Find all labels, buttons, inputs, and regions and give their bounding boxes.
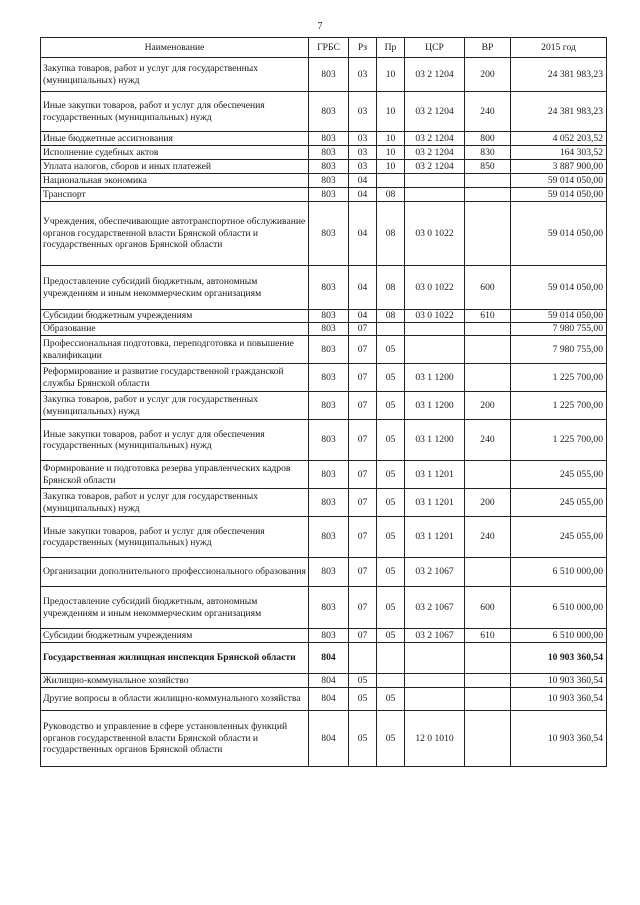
- cell-rz: 03: [349, 146, 377, 160]
- cell-pr: 10: [377, 58, 405, 92]
- cell-vr: 200: [465, 489, 511, 517]
- cell-name: Руководство и управление в сфере установленных функций органов государственной власти Брянской области и государственных органов Брянской области: [41, 711, 309, 767]
- cell-amount: 59 014 050,00: [511, 266, 607, 310]
- cell-amount: 164 303,52: [511, 146, 607, 160]
- table-row: [41, 323, 607, 336]
- cell-rz: 07: [349, 587, 377, 629]
- table-row: [41, 146, 607, 160]
- cell-amount: 59 014 050,00: [511, 174, 607, 188]
- cell-grbs: 803: [309, 146, 349, 160]
- cell-pr: 05: [377, 461, 405, 489]
- cell-pr: 05: [377, 489, 405, 517]
- cell-rz: 07: [349, 336, 377, 364]
- table-row: [41, 489, 607, 517]
- cell-grbs: 804: [309, 711, 349, 767]
- cell-vr: [465, 688, 511, 711]
- header-row: [41, 38, 607, 58]
- cell-csr: 03 1 1201: [405, 489, 465, 517]
- cell-vr: [465, 674, 511, 688]
- cell-rz: 07: [349, 364, 377, 392]
- cell-csr: 03 1 1201: [405, 461, 465, 489]
- cell-csr: [405, 188, 465, 202]
- cell-amount: 10 903 360,54: [511, 688, 607, 711]
- cell-amount: 24 381 983,23: [511, 92, 607, 132]
- cell-pr: [377, 174, 405, 188]
- cell-grbs: 803: [309, 92, 349, 132]
- cell-name: Иные закупки товаров, работ и услуг для обеспечения государственных (муниципальных) нужд: [41, 420, 309, 461]
- cell-pr: 10: [377, 160, 405, 174]
- cell-pr: [377, 643, 405, 674]
- table-row: [41, 517, 607, 558]
- cell-amount: 7 980 755,00: [511, 336, 607, 364]
- cell-grbs: 803: [309, 558, 349, 587]
- cell-csr: 03 2 1204: [405, 92, 465, 132]
- cell-rz: 04: [349, 266, 377, 310]
- cell-rz: 07: [349, 558, 377, 587]
- cell-amount: 59 014 050,00: [511, 310, 607, 323]
- table-row: [41, 202, 607, 266]
- table-row: [41, 364, 607, 392]
- cell-amount: 245 055,00: [511, 489, 607, 517]
- cell-rz: 04: [349, 174, 377, 188]
- cell-grbs: 803: [309, 188, 349, 202]
- table-row: [41, 587, 607, 629]
- cell-vr: 610: [465, 629, 511, 643]
- cell-csr: 03 1 1200: [405, 392, 465, 420]
- cell-amount: 6 510 000,00: [511, 587, 607, 629]
- cell-amount: 10 903 360,54: [511, 643, 607, 674]
- cell-rz: 04: [349, 202, 377, 266]
- cell-vr: 240: [465, 92, 511, 132]
- cell-csr: [405, 674, 465, 688]
- cell-name: Закупка товаров, работ и услуг для государственных (муниципальных) нужд: [41, 58, 309, 92]
- header-pr: Пр: [377, 38, 405, 58]
- cell-name: Другие вопросы в области жилищно-коммунального хозяйства: [41, 688, 309, 711]
- cell-vr: [465, 461, 511, 489]
- cell-vr: 200: [465, 392, 511, 420]
- cell-name: Предоставление субсидий бюджетным, автономным учреждениям и иным некоммерческим организациям: [41, 266, 309, 310]
- cell-rz: 07: [349, 323, 377, 336]
- cell-name: Государственная жилищная инспекция Брянской области: [41, 643, 309, 674]
- cell-vr: [465, 336, 511, 364]
- cell-csr: [405, 174, 465, 188]
- cell-csr: 12 0 1010: [405, 711, 465, 767]
- cell-pr: 08: [377, 310, 405, 323]
- cell-grbs: 803: [309, 266, 349, 310]
- table-row: [41, 174, 607, 188]
- cell-vr: 830: [465, 146, 511, 160]
- cell-rz: 04: [349, 188, 377, 202]
- cell-grbs: 803: [309, 420, 349, 461]
- cell-csr: 03 2 1204: [405, 132, 465, 146]
- cell-amount: 1 225 700,00: [511, 364, 607, 392]
- table-row: [41, 688, 607, 711]
- cell-grbs: 803: [309, 336, 349, 364]
- table-row: [41, 336, 607, 364]
- cell-name: Закупка товаров, работ и услуг для государственных (муниципальных) нужд: [41, 489, 309, 517]
- cell-csr: 03 1 1200: [405, 364, 465, 392]
- cell-name: Субсидии бюджетным учреждениям: [41, 629, 309, 643]
- cell-grbs: 803: [309, 202, 349, 266]
- cell-csr: 03 2 1204: [405, 58, 465, 92]
- cell-rz: 03: [349, 160, 377, 174]
- cell-csr: [405, 323, 465, 336]
- cell-name: Формирование и подготовка резерва управленческих кадров Брянской области: [41, 461, 309, 489]
- cell-vr: 600: [465, 266, 511, 310]
- table-body: [41, 58, 607, 767]
- cell-name: Образование: [41, 323, 309, 336]
- cell-name: Иные бюджетные ассигнования: [41, 132, 309, 146]
- cell-rz: 05: [349, 711, 377, 767]
- table-row: [41, 674, 607, 688]
- cell-pr: 10: [377, 132, 405, 146]
- cell-pr: [377, 323, 405, 336]
- cell-name: Закупка товаров, работ и услуг для государственных (муниципальных) нужд: [41, 392, 309, 420]
- cell-vr: 240: [465, 420, 511, 461]
- cell-amount: 1 225 700,00: [511, 420, 607, 461]
- cell-vr: [465, 558, 511, 587]
- cell-csr: 03 0 1022: [405, 266, 465, 310]
- cell-amount: 245 055,00: [511, 461, 607, 489]
- header-name: Наименование: [41, 38, 309, 58]
- header-year: 2015 год: [511, 38, 607, 58]
- cell-pr: 08: [377, 188, 405, 202]
- cell-rz: 04: [349, 310, 377, 323]
- table-row: [41, 58, 607, 92]
- cell-pr: [377, 674, 405, 688]
- cell-rz: 03: [349, 58, 377, 92]
- cell-name: Реформирование и развитие государственной гражданской службы Брянской области: [41, 364, 309, 392]
- cell-vr: [465, 711, 511, 767]
- cell-rz: 07: [349, 629, 377, 643]
- cell-vr: 600: [465, 587, 511, 629]
- cell-name: Иные закупки товаров, работ и услуг для обеспечения государственных (муниципальных) нужд: [41, 517, 309, 558]
- cell-name: Жилищно-коммунальное хозяйство: [41, 674, 309, 688]
- cell-grbs: 803: [309, 160, 349, 174]
- cell-grbs: 804: [309, 688, 349, 711]
- table-row: [41, 629, 607, 643]
- cell-rz: [349, 643, 377, 674]
- cell-csr: 03 2 1204: [405, 146, 465, 160]
- cell-amount: 59 014 050,00: [511, 188, 607, 202]
- cell-name: Учреждения, обеспечивающие автотранспортное обслуживание органов государственной власти Брянской области и государственных органов Брянской области: [41, 202, 309, 266]
- table-row: [41, 160, 607, 174]
- cell-amount: 6 510 000,00: [511, 629, 607, 643]
- cell-rz: 07: [349, 420, 377, 461]
- cell-pr: 05: [377, 558, 405, 587]
- cell-grbs: 804: [309, 674, 349, 688]
- cell-csr: [405, 688, 465, 711]
- cell-amount: 7 980 755,00: [511, 323, 607, 336]
- cell-vr: [465, 364, 511, 392]
- cell-pr: 05: [377, 336, 405, 364]
- cell-pr: 05: [377, 629, 405, 643]
- cell-amount: 10 903 360,54: [511, 674, 607, 688]
- cell-name: Уплата налогов, сборов и иных платежей: [41, 160, 309, 174]
- cell-name: Исполнение судебных актов: [41, 146, 309, 160]
- table-row: [41, 643, 607, 674]
- cell-csr: 03 2 1067: [405, 629, 465, 643]
- cell-grbs: 803: [309, 461, 349, 489]
- cell-name: Национальная экономика: [41, 174, 309, 188]
- cell-vr: [465, 643, 511, 674]
- cell-grbs: 803: [309, 364, 349, 392]
- cell-grbs: 803: [309, 174, 349, 188]
- cell-amount: 6 510 000,00: [511, 558, 607, 587]
- cell-pr: 08: [377, 202, 405, 266]
- cell-csr: [405, 643, 465, 674]
- cell-amount: 245 055,00: [511, 517, 607, 558]
- cell-grbs: 803: [309, 517, 349, 558]
- cell-pr: 05: [377, 364, 405, 392]
- cell-csr: 03 2 1204: [405, 160, 465, 174]
- table-row: [41, 711, 607, 767]
- table-row: [41, 558, 607, 587]
- cell-pr: 05: [377, 587, 405, 629]
- cell-csr: 03 1 1200: [405, 420, 465, 461]
- cell-vr: 240: [465, 517, 511, 558]
- cell-name: Организации дополнительного профессионального образования: [41, 558, 309, 587]
- cell-grbs: 803: [309, 629, 349, 643]
- cell-rz: 05: [349, 688, 377, 711]
- table-row: [41, 188, 607, 202]
- cell-grbs: 803: [309, 392, 349, 420]
- cell-amount: 4 052 203,52: [511, 132, 607, 146]
- cell-amount: 24 381 983,23: [511, 58, 607, 92]
- cell-amount: 1 225 700,00: [511, 392, 607, 420]
- table-row: [41, 310, 607, 323]
- header-grbs: ГРБС: [309, 38, 349, 58]
- cell-rz: 07: [349, 517, 377, 558]
- cell-grbs: 804: [309, 643, 349, 674]
- cell-rz: 07: [349, 392, 377, 420]
- cell-pr: 10: [377, 92, 405, 132]
- cell-rz: 05: [349, 674, 377, 688]
- cell-pr: 05: [377, 688, 405, 711]
- cell-vr: 800: [465, 132, 511, 146]
- cell-vr: 200: [465, 58, 511, 92]
- cell-vr: [465, 188, 511, 202]
- cell-rz: 07: [349, 461, 377, 489]
- header-csr: ЦСР: [405, 38, 465, 58]
- cell-grbs: 803: [309, 587, 349, 629]
- cell-csr: [405, 336, 465, 364]
- cell-grbs: 803: [309, 323, 349, 336]
- cell-rz: 03: [349, 132, 377, 146]
- table-row: [41, 132, 607, 146]
- cell-grbs: 803: [309, 310, 349, 323]
- header-rz: Рз: [349, 38, 377, 58]
- cell-name: Транспорт: [41, 188, 309, 202]
- cell-pr: 08: [377, 266, 405, 310]
- cell-vr: 850: [465, 160, 511, 174]
- cell-amount: 10 903 360,54: [511, 711, 607, 767]
- cell-amount: 3 887 900,00: [511, 160, 607, 174]
- cell-name: Субсидии бюджетным учреждениям: [41, 310, 309, 323]
- cell-grbs: 803: [309, 58, 349, 92]
- cell-vr: [465, 174, 511, 188]
- cell-grbs: 803: [309, 489, 349, 517]
- table-row: [41, 92, 607, 132]
- cell-pr: 10: [377, 146, 405, 160]
- cell-pr: 05: [377, 420, 405, 461]
- cell-name: Профессиональная подготовка, переподготовка и повышение квалификации: [41, 336, 309, 364]
- cell-vr: 610: [465, 310, 511, 323]
- cell-rz: 03: [349, 92, 377, 132]
- cell-pr: 05: [377, 392, 405, 420]
- cell-csr: 03 2 1067: [405, 587, 465, 629]
- cell-pr: 05: [377, 517, 405, 558]
- cell-vr: [465, 323, 511, 336]
- table-row: [41, 420, 607, 461]
- cell-rz: 07: [349, 489, 377, 517]
- header-vr: ВР: [465, 38, 511, 58]
- cell-csr: 03 1 1201: [405, 517, 465, 558]
- page-number: 7: [317, 21, 323, 32]
- cell-csr: 03 0 1022: [405, 310, 465, 323]
- table-row: [41, 266, 607, 310]
- cell-name: Предоставление субсидий бюджетным, автономным учреждениям и иным некоммерческим организациям: [41, 587, 309, 629]
- cell-pr: 05: [377, 711, 405, 767]
- cell-csr: 03 0 1022: [405, 202, 465, 266]
- cell-vr: [465, 202, 511, 266]
- cell-grbs: 803: [309, 132, 349, 146]
- table-row: [41, 461, 607, 489]
- budget-table: [40, 37, 607, 767]
- table-row: [41, 392, 607, 420]
- cell-name: Иные закупки товаров, работ и услуг для обеспечения государственных (муниципальных) нужд: [41, 92, 309, 132]
- cell-csr: 03 2 1067: [405, 558, 465, 587]
- cell-amount: 59 014 050,00: [511, 202, 607, 266]
